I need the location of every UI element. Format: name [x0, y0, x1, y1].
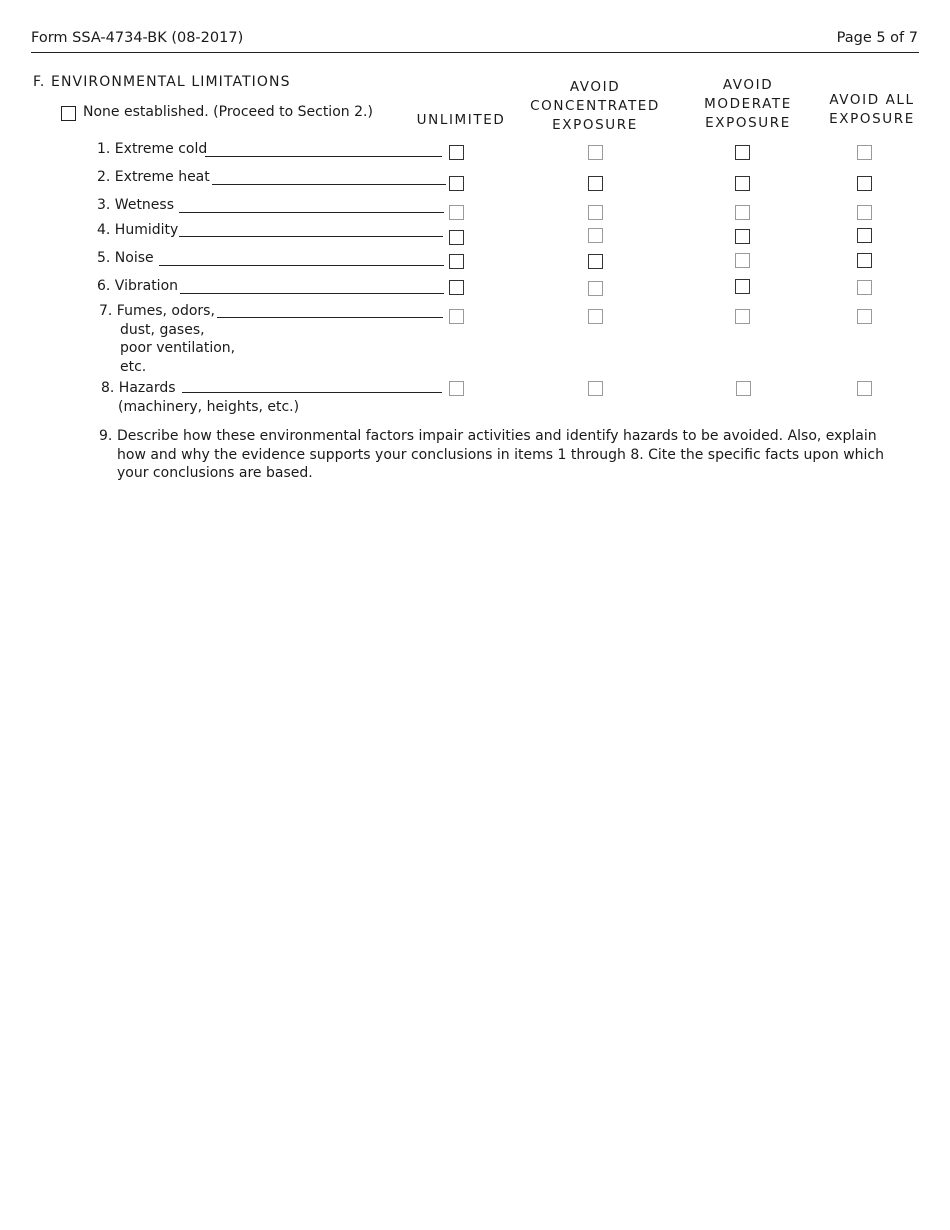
item-1-concentrated-checkbox[interactable]	[588, 145, 603, 160]
item-label: 3. Wetness	[97, 197, 175, 213]
item-8-unlimited-checkbox[interactable]	[449, 381, 464, 396]
item-4-moderate-checkbox[interactable]	[735, 229, 750, 244]
item-4-unlimited-checkbox[interactable]	[449, 230, 464, 245]
col-concentrated-line1: AVOID	[569, 79, 621, 95]
item-line	[179, 236, 443, 237]
header-rule	[31, 52, 919, 53]
item-3-concentrated-checkbox[interactable]	[588, 205, 603, 220]
item-3-all-checkbox[interactable]	[857, 205, 872, 220]
col-all-line1: AVOID ALL	[829, 92, 915, 108]
item-6-unlimited-checkbox[interactable]	[449, 280, 464, 295]
item-2-unlimited-checkbox[interactable]	[449, 176, 464, 191]
item-2-moderate-checkbox[interactable]	[735, 176, 750, 191]
col-moderate-line2: MODERATE	[704, 96, 792, 112]
col-concentrated-line3: EXPOSURE	[552, 117, 638, 133]
item-label: 7. Fumes, odors,	[99, 303, 215, 319]
item-1-all-checkbox[interactable]	[857, 145, 872, 160]
item-line	[180, 293, 444, 294]
item-7-all-checkbox[interactable]	[857, 309, 872, 324]
item-8-concentrated-checkbox[interactable]	[588, 381, 603, 396]
item-4-concentrated-checkbox[interactable]	[588, 228, 603, 243]
item-1-unlimited-checkbox[interactable]	[449, 145, 464, 160]
item-line	[179, 212, 444, 213]
item-6-concentrated-checkbox[interactable]	[588, 281, 603, 296]
item-7-concentrated-checkbox[interactable]	[588, 309, 603, 324]
col-moderate-line3: EXPOSURE	[705, 115, 791, 131]
question-9-text: Describe how these environmental factors impair activities and identify hazards to be avoided. Also, explain how and why the evidence supports your conclusions in items 1 through 8. Cite the specific facts upon which your conclusions are based.	[117, 428, 884, 481]
page-number: Page 5 of 7	[836, 30, 918, 46]
item-7-label-block	[99, 302, 235, 376]
item-line	[212, 184, 446, 185]
item-label: 5. Noise	[97, 250, 154, 266]
item-6-all-checkbox[interactable]	[857, 280, 872, 295]
item-line	[159, 265, 444, 266]
item-3-moderate-checkbox[interactable]	[735, 205, 750, 220]
item-sublabel: poor ventilation,	[120, 340, 236, 356]
section-title: F. ENVIRONMENTAL LIMITATIONS	[33, 74, 291, 90]
question-9-number: 9.	[99, 428, 113, 444]
item-line	[182, 392, 442, 393]
item-sublabel: dust, gases,	[120, 321, 205, 338]
item-8-label-block	[101, 379, 299, 416]
item-5-unlimited-checkbox[interactable]	[449, 254, 464, 269]
item-line	[205, 156, 442, 157]
none-established-checkbox[interactable]	[61, 106, 76, 121]
item-2-concentrated-checkbox[interactable]	[588, 176, 603, 191]
item-3-unlimited-checkbox[interactable]	[449, 205, 464, 220]
question-9	[99, 427, 907, 483]
item-label: 8. Hazards	[101, 380, 176, 396]
item-label: 2. Extreme heat	[97, 169, 210, 185]
item-label: 4. Humidity	[97, 222, 179, 238]
item-5-all-checkbox[interactable]	[857, 253, 872, 268]
item-2-all-checkbox[interactable]	[857, 176, 872, 191]
item-label: 1. Extreme cold	[97, 141, 208, 157]
item-7-moderate-checkbox[interactable]	[735, 309, 750, 324]
item-sublabel: etc.	[120, 358, 147, 375]
col-all-header	[820, 91, 924, 129]
item-6-moderate-checkbox[interactable]	[735, 279, 750, 294]
item-5-moderate-checkbox[interactable]	[735, 253, 750, 268]
item-line	[217, 317, 443, 318]
col-concentrated-line2: CONCENTRATED	[530, 98, 660, 114]
form-id: Form SSA-4734-BK (08-2017)	[31, 30, 244, 46]
item-sublabel: (machinery, heights, etc.)	[118, 398, 300, 415]
item-5-concentrated-checkbox[interactable]	[588, 254, 603, 269]
item-1-moderate-checkbox[interactable]	[735, 145, 750, 160]
item-7-unlimited-checkbox[interactable]	[449, 309, 464, 324]
item-8-moderate-checkbox[interactable]	[736, 381, 751, 396]
col-all-line2: EXPOSURE	[829, 111, 915, 127]
none-established-label: None established. (Proceed to Section 2.)	[83, 104, 373, 120]
col-concentrated-header	[523, 78, 667, 135]
item-label: 6. Vibration	[97, 278, 179, 294]
col-moderate-line1: AVOID	[722, 77, 774, 93]
col-moderate-header	[692, 76, 804, 133]
item-4-all-checkbox[interactable]	[857, 228, 872, 243]
col-unlimited-header: UNLIMITED	[416, 112, 506, 128]
item-8-all-checkbox[interactable]	[857, 381, 872, 396]
